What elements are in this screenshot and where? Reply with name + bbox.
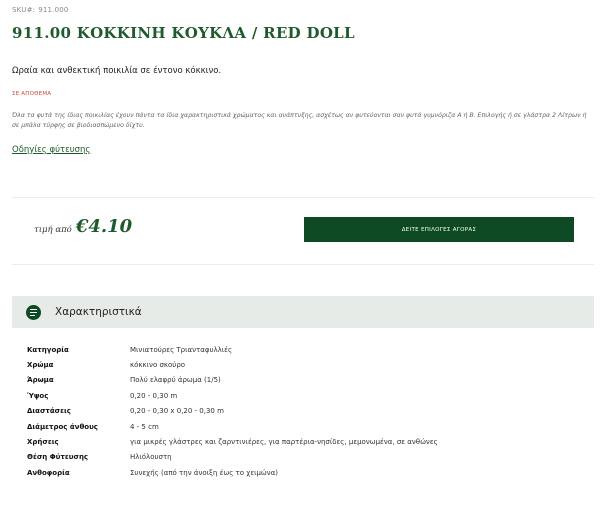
planting-guide-link[interactable]: Οδηγίες φύτευσης: [12, 145, 91, 155]
table-row: [27, 357, 438, 372]
table-row: [27, 373, 438, 388]
feature-label: Άρωμα: [27, 376, 54, 385]
feature-label: Χρώμα: [27, 361, 54, 370]
feature-value: 4 - 5 cm: [130, 422, 159, 431]
feature-label: Χρήσεις: [27, 438, 59, 447]
feature-label: Διάμετρος άνθους: [27, 422, 98, 431]
features-table: [27, 342, 438, 481]
price-value: €4.10: [75, 216, 133, 237]
feature-value: κόκκινο σκούρο: [130, 361, 186, 370]
sku-line: [12, 6, 72, 14]
feature-value: Συνεχής (από την άνοιξη έως το χειμώνα): [130, 468, 279, 477]
feature-label: Θέση Φύτευσης: [27, 453, 89, 462]
see-purchase-options-button[interactable]: ΔΕΙΤΕ ΕΠΙΛΟΓΕΣ ΑΓΟΡΑΣ: [304, 217, 574, 242]
table-row: [27, 342, 438, 357]
price-prefix: τιμή από: [34, 225, 72, 235]
sku-value: 911.000: [38, 6, 69, 14]
table-row: [27, 434, 438, 449]
divider: [12, 197, 594, 198]
feature-value: 0,20 - 0,30 x 0,20 - 0,30 m: [130, 407, 224, 416]
feature-value: για μικρές γλάστρες και ζαρντινιέρες, για παρτέρια-νησίδες, μεμονωμένα, σε ανθώνες: [130, 438, 438, 447]
feature-value: Μινιατούρες Τριανταφυλλιές: [130, 345, 233, 354]
price-block: [34, 216, 132, 237]
table-row: [27, 450, 438, 465]
variety-note: Όλα τα φυτά της ίδιας ποικιλίας έχουν πάντα τα ίδια χαρακτηριστικά χρώματος και ανάπτυξης, ασχέτως αν φυτεύονται σαν φυτά γυμνόριζα Α ή Β. Επιλογής ή σε γλάστρα 2 Λίτρων ή σε μπάλα τύρφης σε βιοδιασπώμενο δίχτυ.: [12, 112, 587, 129]
product-title: 911.00 ΚΟΚΚΙΝΗ ΚΟΥΚΛΑ / RED DOLL: [12, 24, 355, 42]
sku-label: SKU#:: [12, 6, 36, 14]
stock-status: ΣΕ ΑΠΟΘΕΜΑ: [12, 91, 52, 97]
table-row: [27, 419, 438, 434]
feature-label: Κατηγορία: [27, 345, 69, 354]
feature-value: Ηλιόλουστη: [130, 453, 172, 462]
table-row: [27, 404, 438, 419]
table-row: [27, 388, 438, 403]
features-title: Χαρακτηριστικά: [55, 306, 142, 318]
product-description: Ωραία και ανθεκτική ποικιλία σε έντονο κόκκινο.: [12, 66, 222, 76]
feature-label: Διαστάσεις: [27, 407, 71, 416]
feature-label: Ύψος: [27, 391, 49, 400]
features-header: [12, 296, 594, 328]
feature-value: Πολύ ελαφρύ άρωμα (1/5): [130, 376, 221, 385]
divider: [12, 264, 594, 265]
list-icon: [26, 305, 41, 320]
table-row: [27, 465, 438, 480]
feature-label: Ανθοφορία: [27, 468, 70, 477]
feature-value: 0,20 - 0,30 m: [130, 391, 178, 400]
